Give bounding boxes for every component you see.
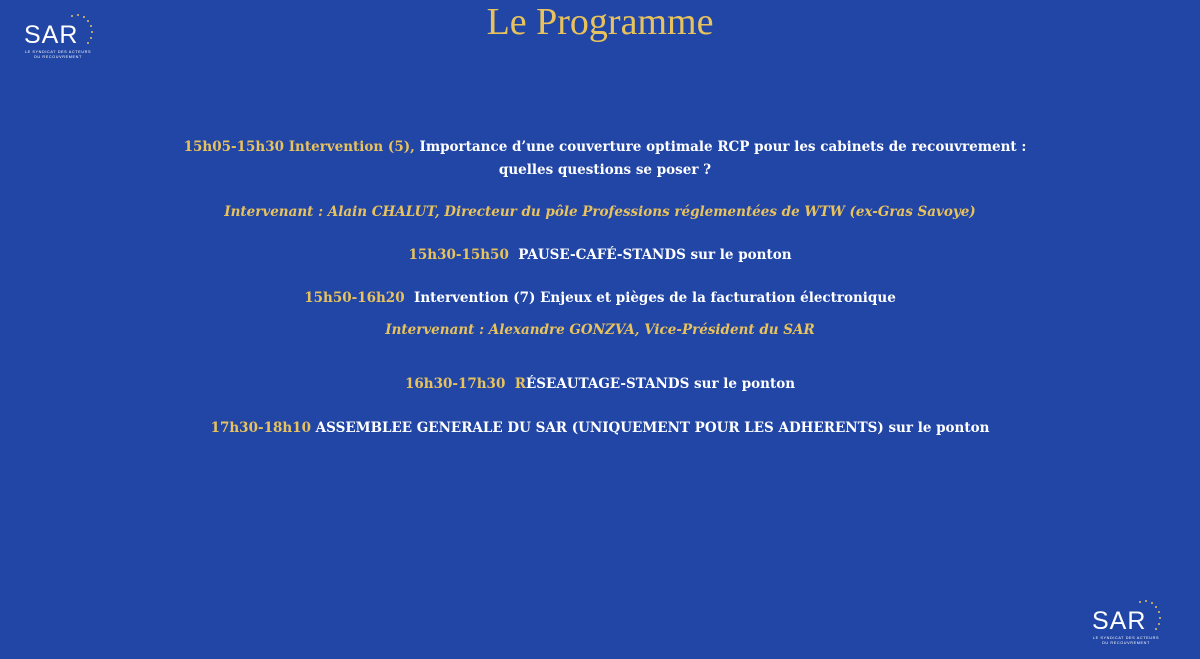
item-4-time: 16h30-17h30 bbox=[404, 376, 506, 392]
logo-tagline: LE SYNDICAT DES ACTEURS DU RECOUVREMENT bbox=[24, 50, 92, 59]
item-5-text: ASSEMBLEE GENERALE DU SAR (UNIQUEMENT POUR LES ADHERENTS) sur le ponton bbox=[315, 420, 990, 436]
logo-brand: SAR bbox=[24, 21, 79, 49]
program-item-5 bbox=[0, 417, 1200, 440]
logo-brand: SAR bbox=[1092, 607, 1147, 635]
item-4-text: ÉSEAUTAGE-STANDS sur le ponton bbox=[526, 376, 796, 392]
item-2-text: PAUSE-CAFÉ-STANDS sur le ponton bbox=[518, 247, 792, 263]
program-item-1 bbox=[170, 136, 1040, 182]
item-2-time: 15h30-15h50 bbox=[408, 247, 509, 263]
logo-tagline: LE SYNDICAT DES ACTEURS DU RECOUVREMENT bbox=[1092, 636, 1160, 645]
program-item-4 bbox=[0, 373, 1200, 396]
program-item-2 bbox=[0, 244, 1200, 267]
item-3-time: 15h50-16h20 bbox=[304, 290, 405, 306]
item-1-text: Importance d’une couverture optimale RCP pour les cabinets de recouvrement : quelles questions se poser ? bbox=[419, 139, 1027, 178]
program-item-3 bbox=[0, 287, 1200, 310]
speaker-1: Intervenant : Alain CHALUT, Directeur du pôle Professions réglementées de WTW (ex-Gras Savoye) bbox=[224, 204, 976, 220]
item-1-label: Intervention (5), bbox=[288, 139, 415, 155]
page-title: Le Programme bbox=[486, 1, 714, 43]
item-5-time: 17h30-18h10 bbox=[210, 420, 311, 436]
item-4-initial: R bbox=[514, 376, 526, 392]
item-1-time: 15h05-15h30 bbox=[183, 139, 285, 155]
speaker-3: Intervenant : Alexandre GONZVA, Vice-Président du SAR bbox=[385, 322, 815, 338]
sar-logo-bottom bbox=[1088, 596, 1170, 650]
item-3-text: Intervention (7) Enjeux et pièges de la facturation électronique bbox=[414, 290, 896, 306]
